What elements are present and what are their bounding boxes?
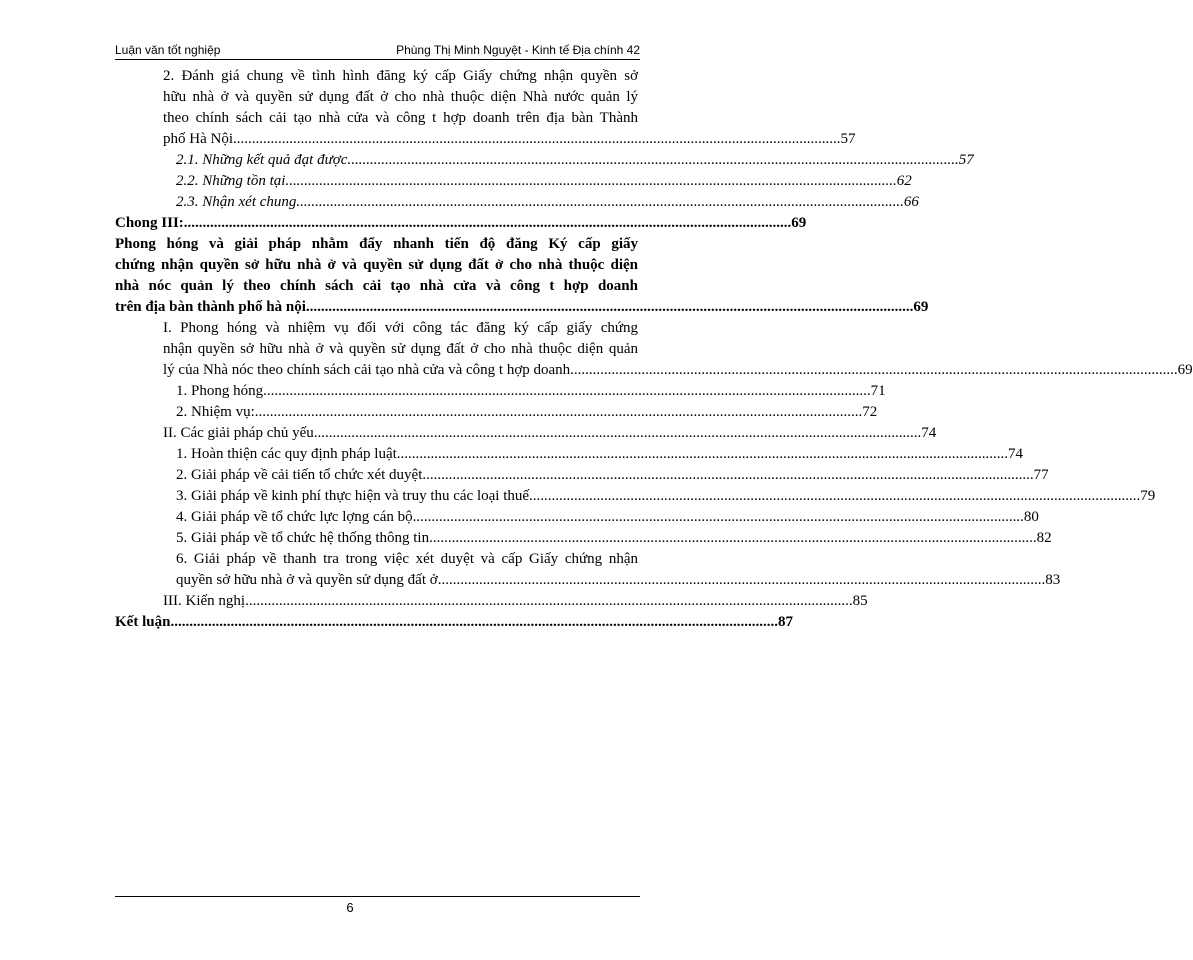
toc-page-number: 82 — [1036, 530, 1052, 546]
toc-page-number: 72 — [862, 404, 878, 420]
dot-leader: .................................................................................................................................................................. — [170, 614, 778, 630]
toc-entry-2-2 — [115, 171, 912, 192]
dot-leader: .................................................................................................................................................................. — [416, 509, 1024, 525]
toc-entry-text: 1. Hoàn thiện các quy định pháp luật. — [176, 446, 401, 462]
dot-leader: .................................................................................................................................................................. — [313, 425, 922, 441]
dot-leader: .................................................................................................................................................................. — [254, 404, 863, 420]
header-right-text: Phùng Thị Minh Nguyệt - Kinh tế Địa chính 42 — [396, 43, 640, 57]
dot-leader: .................................................................................................................................................................. — [233, 131, 841, 147]
dot-leader: .................................................................................................................................................................. — [245, 593, 853, 609]
toc-entry-line: nhà nóc quản lý theo chính sách cải tạo nhà cửa và công t hợp doanh — [115, 278, 638, 294]
header-left-text: Luận văn tốt nghiệp — [115, 43, 221, 57]
toc-entry-line: hữu nhà ở và quyền sử dụng đất ở cho nhà thuộc diện Nhà nước quản lý — [163, 89, 638, 105]
dot-leader: .................................................................................................................................................................. — [296, 194, 904, 210]
toc-page-number: 87 — [777, 614, 793, 630]
toc-entry-line: nhận quyền sở hữu nhà ở và quyền sử dụng đất ở cho nhà thuộc diện quản — [163, 341, 638, 357]
toc-page-number: 79 — [1140, 488, 1156, 504]
dot-leader: .................................................................................................................................................................. — [183, 215, 792, 231]
dot-leader: .................................................................................................................................................................. — [400, 446, 1009, 462]
table-of-contents — [115, 66, 1193, 633]
toc-page-number: 69 — [791, 215, 807, 231]
toc-entry-II-6 — [115, 549, 1061, 591]
toc-entry-text: Kết luận — [115, 614, 171, 630]
toc-entry-line: I. Phong hóng và nhiệm vụ đối với công tác đăng ký cấp giấy chứng — [163, 320, 638, 336]
toc-entry-2-1 — [115, 150, 974, 171]
toc-page-number: 66 — [903, 194, 919, 210]
footer-divider — [115, 896, 640, 897]
toc-page-number: 85 — [852, 593, 868, 609]
toc-entry-text: 3. Giải pháp về kinh phí thực hiện và truy thu các loại thuế. — [176, 488, 533, 504]
toc-entry-text: 1. Phong hóng — [176, 383, 264, 399]
toc-entry-text: Chong III: — [115, 215, 184, 231]
toc-entry-2 — [115, 66, 856, 150]
toc-entry-text: 2.1. Những kết quả đạt được. — [176, 152, 352, 168]
toc-page-number: 69 — [913, 299, 929, 315]
dot-leader: .................................................................................................................................................................. — [426, 467, 1034, 483]
dot-leader: .................................................................................................................................................................. — [532, 488, 1141, 504]
toc-entry-2-3 — [115, 192, 919, 213]
toc-page-number: 69 — [1177, 362, 1193, 378]
dot-leader: .................................................................................................................................................................. — [305, 299, 914, 315]
toc-entry-line: theo chính sách cải tạo nhà cửa và công t hợp doanh trên địa bàn Thành — [163, 110, 638, 126]
toc-entry-text: 4. Giải pháp về tổ chức lực lợng cán bộ. — [176, 509, 417, 525]
page-header — [115, 37, 640, 60]
toc-chapter-3 — [115, 213, 807, 234]
toc-entry-I-2 — [115, 402, 878, 423]
dot-leader: .................................................................................................................................................................. — [570, 362, 1178, 378]
dot-leader: .................................................................................................................................................................. — [289, 173, 897, 189]
toc-entry-text: III. Kiến nghị — [163, 593, 246, 609]
page-number: 6 — [346, 900, 354, 915]
toc-entry-line: Phong hóng và giải pháp nhằm đẩy nhanh tiến độ đăng Ký cấp giấy — [115, 236, 638, 252]
toc-entry-II-4 — [115, 507, 1039, 528]
toc-entry-text: lý của Nhà nóc theo chính sách cải tạo nhà cửa và công t hợp doanh — [163, 362, 571, 378]
toc-entry-text: 2. Nhiệm vụ: — [176, 404, 255, 420]
toc-entry-text: phố Hà Nội — [163, 131, 233, 147]
toc-entry-II-1 — [115, 444, 1024, 465]
toc-page-number: 57 — [958, 152, 974, 168]
toc-entry-line: 6. Giải pháp về thanh tra trong việc xét duyệt và cấp Giấy chứng nhận — [176, 551, 638, 567]
toc-entry-text: 5. Giải pháp về tổ chức hệ thống thông tin — [176, 530, 430, 546]
toc-page-number: 71 — [870, 383, 886, 399]
toc-entry-II-5 — [115, 528, 1052, 549]
toc-page-number: 77 — [1033, 467, 1049, 483]
toc-page-number: 80 — [1023, 509, 1039, 525]
dot-leader: .................................................................................................................................................................. — [351, 152, 959, 168]
toc-entry-line: chứng nhận quyền sở hữu nhà ở và quyền sử dụng đất ở cho nhà thuộc diện — [115, 257, 638, 273]
toc-entry-text: 2.2. Những tồn tại. — [176, 173, 290, 189]
toc-chapter-3-title — [115, 234, 929, 318]
toc-page-number: 74 — [921, 425, 937, 441]
toc-conclusion — [115, 612, 793, 633]
toc-entry-text: trên địa bàn thành phố hà nội — [115, 299, 306, 315]
toc-entry-text: 2.3. Nhận xét chung — [176, 194, 297, 210]
toc-page-number: 57 — [840, 131, 856, 147]
toc-entry-line: 2. Đánh giá chung về tình hình đăng ký cấp Giấy chứng nhận quyền sở — [163, 68, 638, 84]
toc-entry-II-2 — [115, 465, 1049, 486]
dot-leader: .................................................................................................................................................................. — [429, 530, 1037, 546]
toc-section-II — [115, 423, 937, 444]
toc-entry-II-3 — [115, 486, 1156, 507]
toc-entry-I-1 — [115, 381, 886, 402]
toc-entry-text: II. Các giải pháp chủ yếu — [163, 425, 314, 441]
toc-page-number: 83 — [1045, 572, 1061, 588]
toc-page-number: 74 — [1008, 446, 1024, 462]
toc-page-number: 62 — [896, 173, 912, 189]
toc-section-I — [115, 318, 1193, 381]
toc-section-III — [115, 591, 868, 612]
toc-entry-text: 2. Giải pháp về cải tiến tổ chức xét duyệt. — [176, 467, 427, 483]
toc-entry-text: quyền sở hữu nhà ở và quyền sử dụng đất ở — [176, 572, 438, 588]
dot-leader: .................................................................................................................................................................. — [263, 383, 871, 399]
dot-leader: .................................................................................................................................................................. — [437, 572, 1046, 588]
